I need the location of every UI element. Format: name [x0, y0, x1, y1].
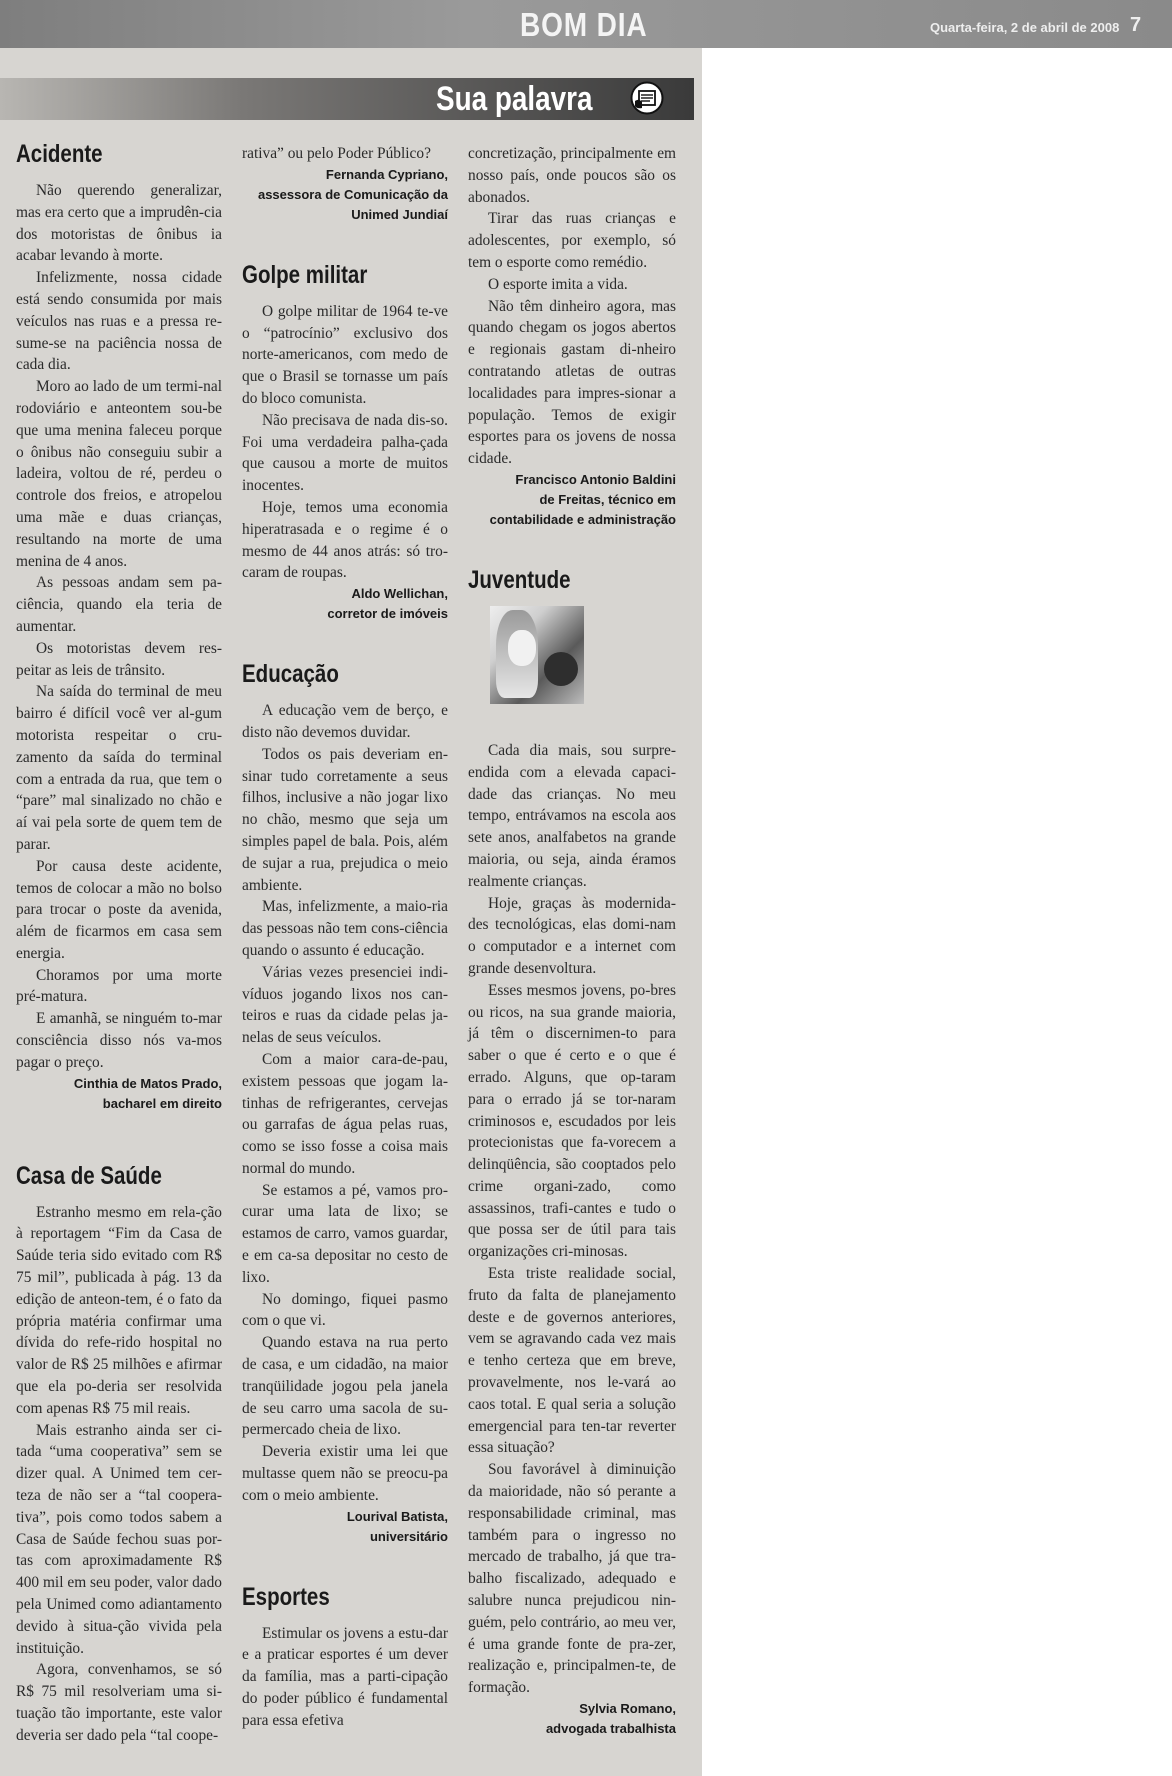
column-2: [242, 143, 448, 1732]
letter-golpe-militar: [242, 261, 448, 624]
author-title: advogada trabalhista: [545, 1721, 676, 1737]
letter-esportes: [242, 1583, 448, 1732]
paragraph: O esporte imita a vida.: [488, 275, 628, 293]
paragraph-continuation: rativa” ou pelo Poder Público?: [242, 145, 431, 162]
paragraph: Não têm dinheiro agora, mas quando chegam os jogos abertos e regionais gastam di-nheiro contratando atletas de outras localidades para impres-sionar a população. Temos de exigir esportes para os jovens de nossa cidade.: [468, 297, 676, 468]
section-title: Sua palavra: [436, 80, 593, 118]
paragraph: As pessoas andam sem pa-ciência, quando ela teria de aumentar.: [16, 574, 222, 635]
paragraph: Não querendo generalizar, mas era certo que a imprudên-cia dos motoristas de ônibus ia acabar levando à morte.: [16, 182, 222, 265]
page-number: 7: [1130, 14, 1142, 36]
paragraph: Moro ao lado de um termi-nal rodoviário e anteontem sou-be que uma menina faleceu porque o ônibus não conseguiu subir a ladeira, voltou de ré, perdeu o controle dos freios, e atropelou uma mãe e duas crianças, resultando na morte de uma menina de 4 anos.: [16, 378, 222, 570]
paragraph: Hoje, graças às modernida-des tecnológicas, elas domi-nam o computador e a internet com grande desenvoltura.: [468, 894, 676, 977]
paragraph: Esses mesmos jovens, po-bres ou ricos, na sua grande maioria, já têm o discernimen-to para saber o que é certo e o que é errado. Alguns, que op-taram para o errado já se tor-naram criminosos e, escudados por leis protecionistas que fa-vorecem a delinqüência, são cooptados pelo crime organi-zado, como assassinos, trafi-cantes e tudo o que possa ser de útil para tais organizações cri-minosas.: [468, 981, 676, 1261]
paragraph: Tirar das ruas crianças e adolescentes, por exemplo, só tem o esporte como remédio.: [468, 210, 676, 271]
paragraph: A educação vem de berço, e disto não devemos duvidar.: [242, 702, 448, 741]
author-photo: [490, 606, 584, 704]
letter-educacao: [242, 660, 448, 1546]
paragraph: Deveria existir uma lei que multasse quem não se preocu-pa com o meio ambiente.: [242, 1443, 448, 1504]
author-organization: Unimed Jundiaí: [351, 206, 448, 222]
paragraph: E amanhã, se ninguém to-mar consciência disso nós va-mos pagar o preço.: [16, 1010, 222, 1071]
issue-date: Quarta-feira, 2 de abril de 2008: [930, 20, 1120, 35]
paragraph: Infelizmente, nossa cidade está sendo consumida por mais veículos nas ruas e a pressa re-sume-se na paciência nossa de cada dia.: [16, 269, 222, 374]
author-title: de Freitas, técnico em: [539, 491, 676, 507]
paragraph: Por causa deste acidente, temos de colocar a mão no bolso para trocar o poste da avenida, além de ficarmos em casa sem energia.: [16, 857, 222, 962]
letter-title: Casa de Saúde: [16, 1161, 162, 1190]
paragraph: Agora, convenhamos, se só R$ 75 mil resolveriam uma si-tuação tão importante, este valor deveria ser dado pela “tal coope-: [16, 1661, 222, 1744]
author-title: corretor de imóveis: [327, 606, 448, 622]
author-name: Sylvia Romano,: [579, 1701, 676, 1717]
paragraph: Todos os pais deveriam en-sinar tudo corretamente a seus filhos, inclusive a não jogar lixo no chão, mesmo que seja um simples papel de bala. Pois, além de sujar a rua, prejudica o meio ambiente.: [242, 745, 448, 894]
paragraph: Estranho mesmo em rela-ção à reportagem “Fim da Casa de Saúde teria sido evitado com R$ 75 mil”, publicada à pág. 13 da edição de anteon-tem, é o fato da própria matéria confirmar uma dívida do refe-rido hospital no valor de R$ 25 milhões e afirmar que ela po-deria ser resolvida com apenas R$ 75 mil reais.: [16, 1203, 222, 1417]
author-name: Francisco Antonio Baldini: [515, 471, 676, 487]
author-name: Lourival Batista,: [346, 1508, 448, 1524]
paragraph: Estimular os jovens a estu-dar e a praticar esportes é um dever da família, mas a parti-cipação do poder público é fundamental para essa efetiva: [242, 1624, 448, 1729]
author-title: bacharel em direito: [102, 1095, 222, 1111]
author-name: Fernanda Cypriano,: [325, 166, 448, 182]
paragraph: Várias vezes presenciei indi-víduos jogando lixos nos can-teiros e ruas da cidade pelas ja-nelas de seus veículos.: [242, 963, 448, 1047]
paragraph: Os motoristas devem res-peitar as leis de trânsito.: [16, 639, 222, 679]
paragraph: No domingo, fiquei pasmo com o que vi.: [242, 1290, 448, 1330]
author-name: Aldo Wellichan,: [351, 586, 448, 602]
newspaper-hand-icon: [630, 81, 664, 115]
letter-casa-de-saude: [16, 1162, 222, 1747]
page-header: [0, 0, 1172, 48]
letter-title: Acidente: [16, 140, 103, 168]
paragraph: Na saída do terminal de meu bairro é difícil você ver al-gum motorista respeitar o cru-zamento da saída do terminal com a entrada da rua, que tem o “pare” mal sinalizado no chão e aí vai pela sorte de quem tem de parar.: [16, 683, 222, 853]
paragraph: Mas, infelizmente, a maio-ria das pessoas não tem cons-ciência quando o assunto é educação.: [242, 898, 448, 959]
column-1: [16, 140, 222, 1747]
letter-acidente: [16, 140, 222, 1114]
paragraph: Com a maior cara-de-pau, existem pessoas que jogam la-tinhas de refrigerantes, cervejas ou garrafas de água pelas ruas, como se isso fosse a coisa mais normal do mundo.: [242, 1050, 448, 1177]
paragraph: Quando estava na rua perto de casa, e um cidadão, na maior tranqüilidade jogou pela janela de seu carro uma sacola de su-permercado cheia de lixo.: [242, 1334, 448, 1439]
paragraph-continuation: concretização, principalmente em nosso país, onde poucos são os abonados.: [468, 145, 676, 206]
paragraph: Esta triste realidade social, fruto da falta de planejamento deste e de governos anteriores, vem se agravando cada vez mais e tenho certeza que em breve, provavelmente, nos le-vará ao caos total. E qual seria a solução emergencial para ten-tar reverter essa situação?: [468, 1265, 676, 1457]
paragraph: Choramos por uma morte pré-matura.: [16, 966, 222, 1006]
paragraph: Hoje, temos uma economia hiperatrasada e o regime é o mesmo de 44 anos atrás: só tro-caram de roupas.: [242, 498, 448, 582]
paragraph: O golpe militar de 1964 te-ve o “patrocínio” exclusivo dos norte-americanos, com medo de que o Brasil se tornasse um país do bloco comunista.: [242, 302, 448, 407]
paragraph: Sou favorável à diminuição da maioridade, não só perante a responsabilidade criminal, mas também para o ingresso no mercado de trabalho, já que tra-balho fiscalizado, adequado e salubre nunca prejudicou nin-guém, pelo contrário, ao meu ver, é uma grande fonte de pra-zer, realização e, principalmen-te, de formação.: [468, 1461, 676, 1697]
letter-title: Golpe militar: [242, 260, 368, 289]
author-title: universitário: [369, 1528, 448, 1544]
letter-title: Esportes: [242, 1582, 330, 1611]
author-title: contabilidade e administração: [489, 511, 676, 527]
paragraph: Não precisava de nada dis-so. Foi uma verdadeira palha-çada que causou a morte de muitos inocentes.: [242, 411, 448, 495]
column-3: [468, 143, 676, 1739]
letter-title: Educação: [242, 660, 339, 689]
paragraph: Se estamos a pé, vamos pro-curar uma lata de lixo; se estamos de carro, vamos guardar, e em ca-sa depositar no cesto de lixo.: [242, 1181, 448, 1286]
letter-title: Juventude: [468, 565, 571, 594]
paragraph: Cada dia mais, sou surpre-endida com a elevada capaci-dade das crianças. No meu tempo, entrávamos na escola aos sete anos, analfabetos na grande maioria, ou seja, ainda éramos realmente crianças.: [468, 741, 676, 890]
paragraph: Mais estranho ainda ser ci-tada “uma cooperativa” sem se dizer qual. A Unimed tem cer-teza de não ser a “tal coopera-tiva”, pois como todos sabem a Casa de Saúde fechou suas por-tas com aproximadamente R$ 400 mil em seu poder, valor dado pela Unimed como adiantamento devido à situa-ção vivida pela instituição.: [16, 1421, 222, 1657]
newspaper-name: BOM DIA: [520, 6, 648, 43]
letter-juventude: [468, 566, 676, 1739]
author-title: assessora de Comunicação da: [257, 186, 448, 202]
author-name: Cinthia de Matos Prado,: [73, 1075, 222, 1091]
